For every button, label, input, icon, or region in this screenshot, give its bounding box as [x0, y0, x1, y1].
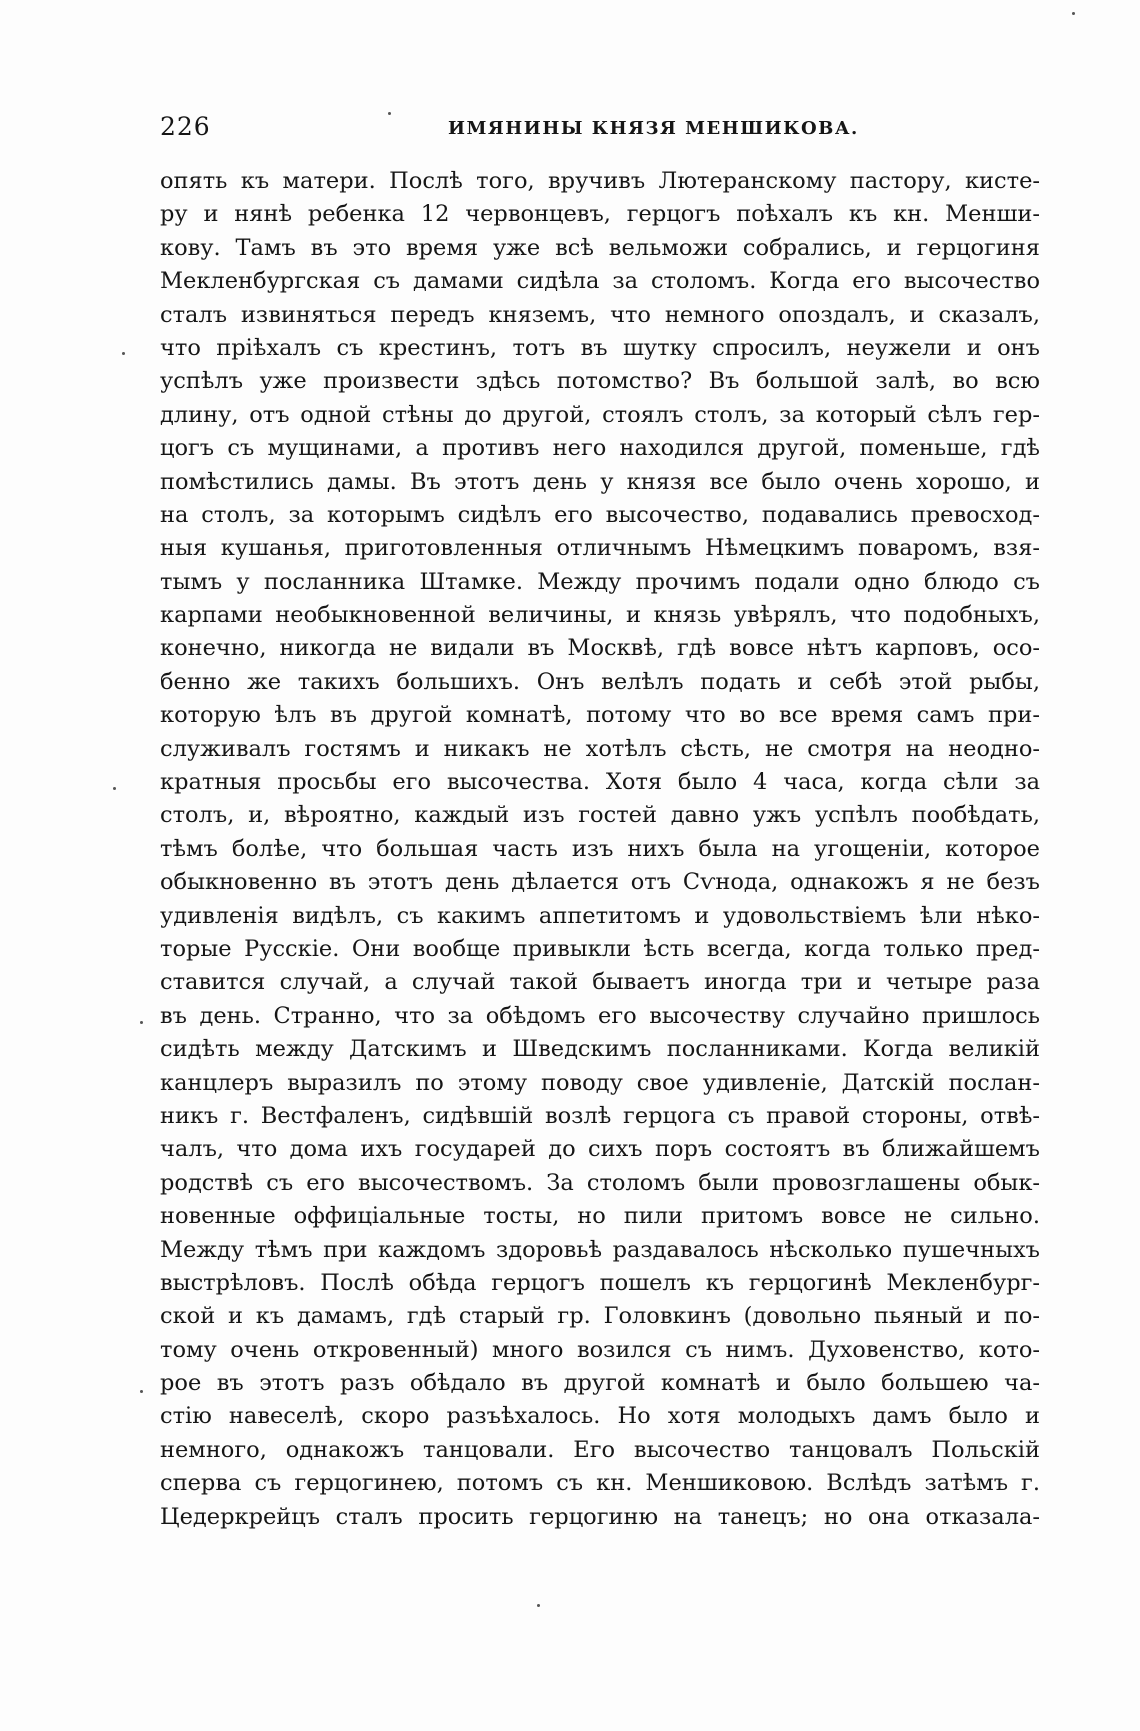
- text-line: Мекленбургская съ дамами сидѣла за столомъ. Когда его высочество: [160, 268, 1040, 295]
- scan-speck: [537, 1604, 540, 1607]
- text-line: немного, однакожъ танцовали. Его высочество танцовалъ Польскій: [160, 1436, 1040, 1463]
- scan-speck: [113, 787, 116, 790]
- text-line: служивалъ гостямъ и никакъ не хотѣлъ сѣсть, не смотря на неодно-: [160, 735, 1040, 762]
- text-line: стію навеселѣ, скоро разъѣхалось. Но хотя молодыхъ дамъ было и: [160, 1403, 1040, 1430]
- text-line: помѣстились дамы. Въ этотъ день у князя все было очень хорошо, и: [160, 468, 1040, 495]
- text-line: въ день. Странно, что за обѣдомъ его высочеству случайно пришлось: [160, 1002, 1040, 1029]
- text-line: тѣмъ болѣе, что большая часть изъ нихъ была на угощеніи, которое: [160, 835, 1040, 862]
- scan-speck: [140, 1021, 143, 1024]
- text-line: рое въ этотъ разъ обѣдало въ другой комнатѣ и было большею ча-: [160, 1370, 1040, 1397]
- text-line: ской и къ дамамъ, гдѣ старый гр. Головкинъ (довольно пьяный и по-: [160, 1303, 1040, 1330]
- page-number: 226: [160, 112, 211, 141]
- text-line: столъ, и, вѣроятно, каждый изъ гостей давно ужъ успѣлъ пообѣдать,: [160, 802, 1040, 829]
- text-line: успѣлъ уже произвести здѣсь потомство? Въ большой залѣ, во всю: [160, 368, 1040, 395]
- text-line: которую ѣлъ въ другой комнатѣ, потому что во все время самъ при-: [160, 702, 1040, 729]
- text-line: сидѣть между Датскимъ и Шведскимъ посланниками. Когда великій: [160, 1036, 1040, 1063]
- text-line: сперва съ герцогинею, потомъ съ кн. Меншиковою. Вслѣдъ затѣмъ г.: [160, 1470, 1040, 1497]
- running-title: ИМЯНИНЫ КНЯЗЯ МЕНШИКОВА.: [448, 118, 859, 139]
- scan-speck: [1072, 12, 1075, 15]
- scan-speck: [388, 112, 391, 115]
- text-line: ру и нянѣ ребенка 12 червонцевъ, герцогъ поѣхалъ къ кн. Менши-: [160, 201, 1040, 228]
- text-line: карпами необыкновенной величины, и князь увѣрялъ, что подобныхъ,: [160, 602, 1040, 629]
- text-line: опять къ матери. Послѣ того, вручивъ Лютеранскому пастору, кисте-: [160, 168, 1040, 194]
- text-line: торые Русскіе. Они вообще привыкли ѣсть всегда, когда только пред-: [160, 935, 1040, 962]
- text-line: удивленія видѣлъ, съ какимъ аппетитомъ и удовольствіемъ ѣли нѣко-: [160, 902, 1040, 929]
- text-line: цогъ съ мущинами, а противъ него находился другой, поменьше, гдѣ: [160, 435, 1040, 462]
- body-text: [160, 165, 1040, 1534]
- text-line: конечно, никогда не видали въ Москвѣ, гдѣ вовсе нѣтъ карповъ, осо-: [160, 635, 1040, 662]
- text-line: выстрѣловъ. Послѣ обѣда герцогъ пошелъ къ герцогинѣ Мекленбург-: [160, 1269, 1040, 1296]
- text-line: кратныя просьбы его высочества. Хотя было 4 часа, когда сѣли за: [160, 769, 1040, 796]
- text-line: на столъ, за которымъ сидѣлъ его высочество, подавались превосход-: [160, 501, 1040, 528]
- text-line: родствѣ съ его высочествомъ. За столомъ были провозглашены обык-: [160, 1169, 1040, 1196]
- text-line: длину, отъ одной стѣны до другой, стоялъ столъ, за который сѣлъ гер-: [160, 401, 1040, 428]
- text-line: никъ г. Вестфаленъ, сидѣвшій возлѣ герцога съ правой стороны, отвѣ-: [160, 1102, 1040, 1129]
- text-line: бенно же такихъ большихъ. Онъ велѣлъ подать и себѣ этой рыбы,: [160, 668, 1040, 695]
- text-line: тому очень откровенный) много возился съ нимъ. Духовенство, кото-: [160, 1336, 1040, 1363]
- text-line: ставится случай, а случай такой бываетъ иногда три и четыре раза: [160, 969, 1040, 996]
- text-line: Между тѣмъ при каждомъ здоровьѣ раздавалось нѣсколько пушечныхъ: [160, 1236, 1040, 1263]
- scan-speck: [140, 1390, 143, 1393]
- text-line: сталъ извиняться передъ княземъ, что немного опоздалъ, и сказалъ,: [160, 301, 1040, 328]
- text-line: обыкновенно въ этотъ день дѣлается отъ Сѵнода, однакожъ я не безъ: [160, 869, 1040, 896]
- text-line: новенные оффиціальные тосты, но пили притомъ вовсе не сильно.: [160, 1203, 1040, 1230]
- text-line: что пріѣхалъ съ крестинъ, тотъ въ шутку спросилъ, неужели и онъ: [160, 334, 1040, 361]
- scan-speck: [122, 352, 125, 355]
- text-line: Цедеркрейцъ сталъ просить герцогиню на танецъ; но она отказала-: [160, 1503, 1040, 1530]
- text-line: кову. Тамъ въ это время уже всѣ вельможи собрались, и герцогиня: [160, 234, 1040, 261]
- text-line: канцлеръ выразилъ по этому поводу свое удивленіе, Датскій послан-: [160, 1069, 1040, 1096]
- text-line: ныя кушанья, приготовленныя отличнымъ Нѣмецкимъ поваромъ, взя-: [160, 535, 1040, 562]
- page-header: [160, 112, 1040, 152]
- text-line: тымъ у посланника Штамке. Между прочимъ подали одно блюдо съ: [160, 568, 1040, 595]
- text-line: чалъ, что дома ихъ государей до сихъ поръ состоятъ въ ближайшемъ: [160, 1136, 1040, 1163]
